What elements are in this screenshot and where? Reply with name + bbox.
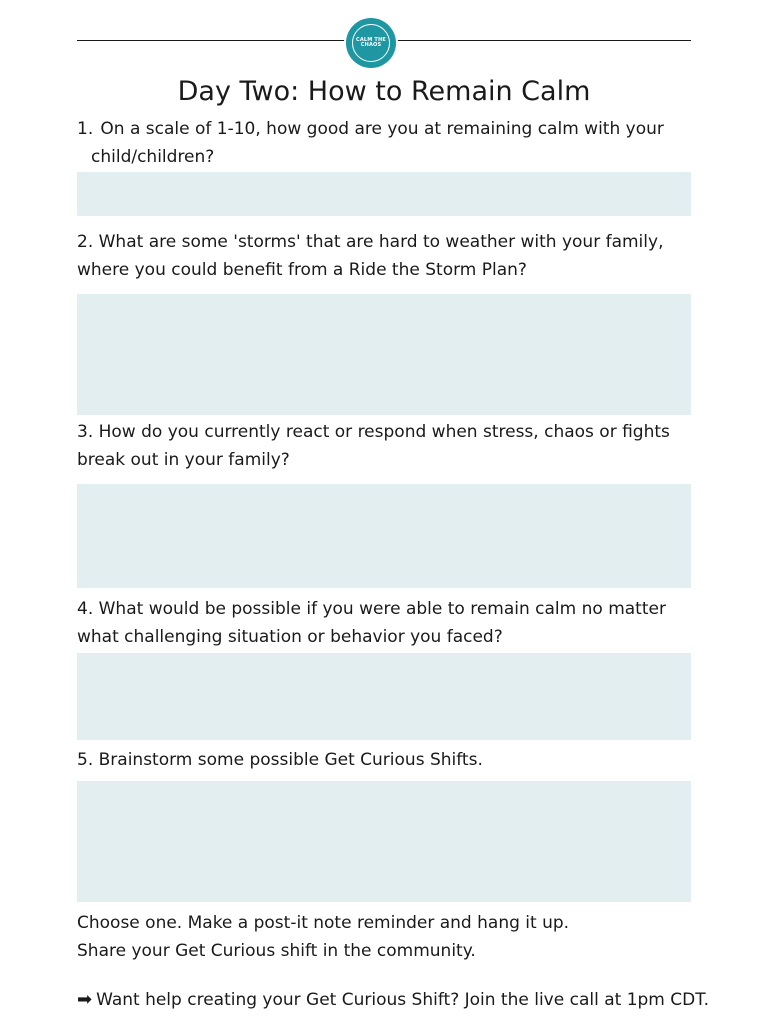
arrow-right-icon: ➡	[77, 989, 93, 1010]
question-4: 4. What would be possible if you were able to remain calm no matter what challenging situation or behavior you faced?	[77, 599, 666, 647]
question-2: 2. What are some 'storms' that are hard to weather with your family, where you could benefit from a Ride the Storm Plan?	[77, 232, 664, 280]
logo-text-bottom: CHAOS	[360, 42, 382, 48]
question-1-line-2: child/children?	[91, 147, 215, 167]
cta-text: Want help creating your Get Curious Shift? Join the live call at 1pm CDT.	[96, 990, 710, 1010]
question-5: 5. Brainstorm some possible Get Curious Shifts.	[77, 750, 483, 770]
answer-box-2[interactable]	[77, 294, 691, 415]
logo-text-top: CALM THE	[355, 37, 387, 43]
page-title: Day Two: How to Remain Calm	[177, 76, 591, 107]
answer-box-5[interactable]	[77, 781, 691, 902]
closing-instructions	[77, 909, 697, 965]
live-call-cta	[77, 986, 717, 1014]
answer-box-4[interactable]	[77, 653, 691, 740]
question-1	[77, 115, 697, 171]
answer-box-3[interactable]	[77, 484, 691, 588]
calm-the-chaos-logo	[344, 16, 398, 70]
closing-line-2: Share your Get Curious shift in the community.	[77, 941, 476, 961]
question-1-number: 1.	[77, 119, 94, 139]
logo-ring	[352, 24, 390, 62]
question-1-line-1: On a scale of 1-10, how good are you at remaining calm with your	[100, 119, 664, 139]
closing-line-1: Choose one. Make a post-it note reminder and hang it up.	[77, 913, 570, 933]
question-3: 3. How do you currently react or respond when stress, chaos or fights break out in your family?	[77, 422, 670, 470]
answer-box-1[interactable]	[77, 172, 691, 216]
logo-badge	[346, 18, 396, 68]
